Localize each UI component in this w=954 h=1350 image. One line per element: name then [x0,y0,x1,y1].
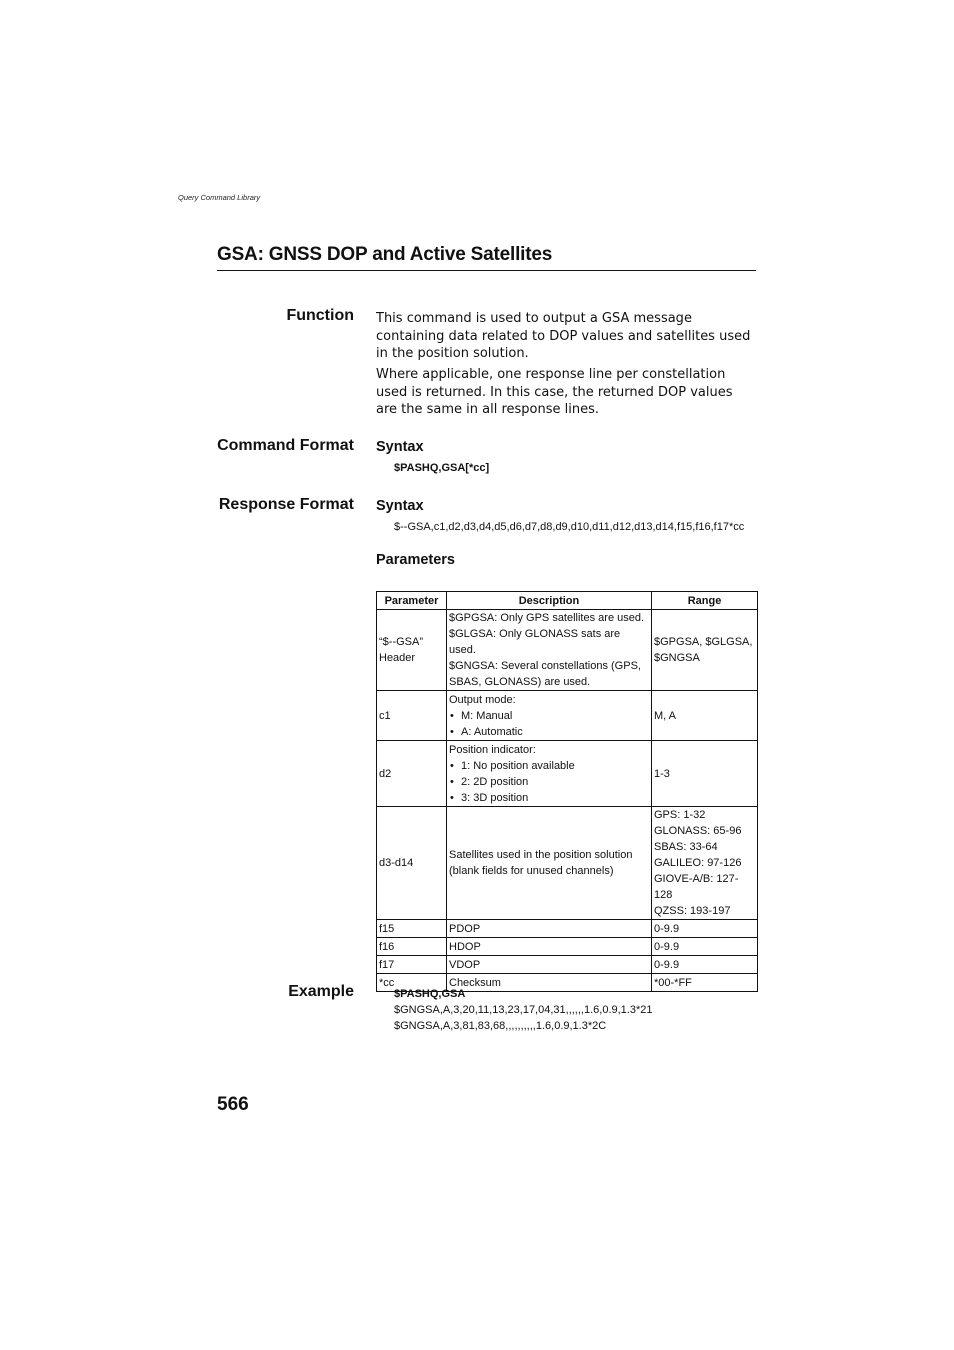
param-cell: f16 [377,938,447,956]
example-command: $PASHQ,GSA [394,988,466,1000]
range-text: GALILEO: 97-126 [654,857,742,869]
range-text: GIOVE-A/B: 127-128 [654,873,739,901]
param-text: Header [379,652,416,664]
parameters-label: Parameters [376,552,455,568]
param-cell [377,741,447,807]
table-row [377,938,758,956]
param-cell [377,691,447,741]
range-text: M, A [654,709,677,722]
param-cell [377,610,447,691]
description-intro: Position indicator: [449,743,536,756]
param-cell: f17 [377,956,447,974]
description-cell: HDOP [447,938,652,956]
param-cell [377,807,447,920]
function-heading: Function [286,307,354,324]
description-text: $GNGSA: Several constellations (GPS, SBAS, GLONASS) are used. [449,660,641,688]
table-header-row [377,592,758,610]
range-cell [652,741,758,807]
description-bullet: • M: Manual [449,708,649,724]
range-cell: 0-9.9 [652,956,758,974]
range-cell: 0-9.9 [652,920,758,938]
header-description: Description [447,592,652,610]
header-parameter: Parameter [377,592,447,610]
description-bullet: • 3: 3D position [449,790,649,806]
command-format-heading: Command Format [217,437,354,454]
range-text: GLONASS: 65-96 [654,825,742,837]
response-syntax: $--GSA,c1,d2,d3,d4,d5,d6,d7,d8,d9,d10,d11,d12,d13,d14,f15,f16,f17*cc [394,521,745,533]
description-intro: Output mode: [449,693,516,706]
parameters-table [376,591,758,992]
description-bullet: • 1: No position available [449,758,649,774]
range-cell: *00-*FF [652,974,758,992]
param-cell: f15 [377,920,447,938]
description-text: Satellites used in the position solution (blank fields for unused channels) [449,849,633,877]
description-cell [447,807,652,920]
description-cell: VDOP [447,956,652,974]
description-text: $GPGSA: Only GPS satellites are used. [449,612,645,624]
description-bullet: • 2: 2D position [449,774,649,790]
range-text: 1-3 [654,767,670,780]
range-text: SBAS: 33-64 [654,841,718,853]
range-cell [652,691,758,741]
page-title: GSA: GNSS DOP and Active Satellites [217,244,756,271]
range-cell [652,807,758,920]
description-cell [447,691,652,741]
range-text: $GPGSA, $GLGSA, $GNGSA [654,636,753,664]
range-text: QZSS: 193-197 [654,905,731,917]
example-response-line: $GNGSA,A,3,20,11,13,23,17,04,31,,,,,,1.6,0.9,1.3*21 [394,1004,653,1016]
range-cell: 0-9.9 [652,938,758,956]
table-row [377,610,758,691]
param-text: c1 [379,709,391,722]
page-number: 566 [217,1094,249,1115]
range-cell [652,610,758,691]
running-header: Query Command Library [178,193,261,202]
description-cell [447,741,652,807]
description-bullet: • A: Automatic [449,724,649,740]
header-range: Range [652,592,758,610]
command-syntax-label: Syntax [376,439,424,455]
range-text: GPS: 1-32 [654,809,706,821]
param-text: d2 [379,767,392,780]
table-row [377,920,758,938]
param-cell: *cc [377,974,447,992]
table-row [377,691,758,741]
description-cell: Checksum [447,974,652,992]
table-row [377,956,758,974]
param-text: d3-d14 [379,857,414,869]
function-paragraph-1: This command is used to output a GSA message containing data related to DOP values and satellites used in the position solution. [376,311,751,361]
response-format-heading: Response Format [218,496,354,513]
param-text: “$--GSA” [379,636,423,648]
description-text: $GLGSA: Only GLONASS sats are used. [449,628,621,656]
table-row [377,741,758,807]
command-syntax: $PASHQ,GSA[*cc] [394,462,490,474]
description-cell: PDOP [447,920,652,938]
description-cell [447,610,652,691]
table-row [377,807,758,920]
example-response-line: $GNGSA,A,3,81,83,68,,,,,,,,,,1.6,0.9,1.3*2C [394,1020,607,1032]
example-heading: Example [288,983,354,1000]
function-paragraph-2: Where applicable, one response line per constellation used is returned. In this case, the returned DOP values are the same in all response lines. [376,367,733,417]
response-syntax-label: Syntax [376,498,424,514]
